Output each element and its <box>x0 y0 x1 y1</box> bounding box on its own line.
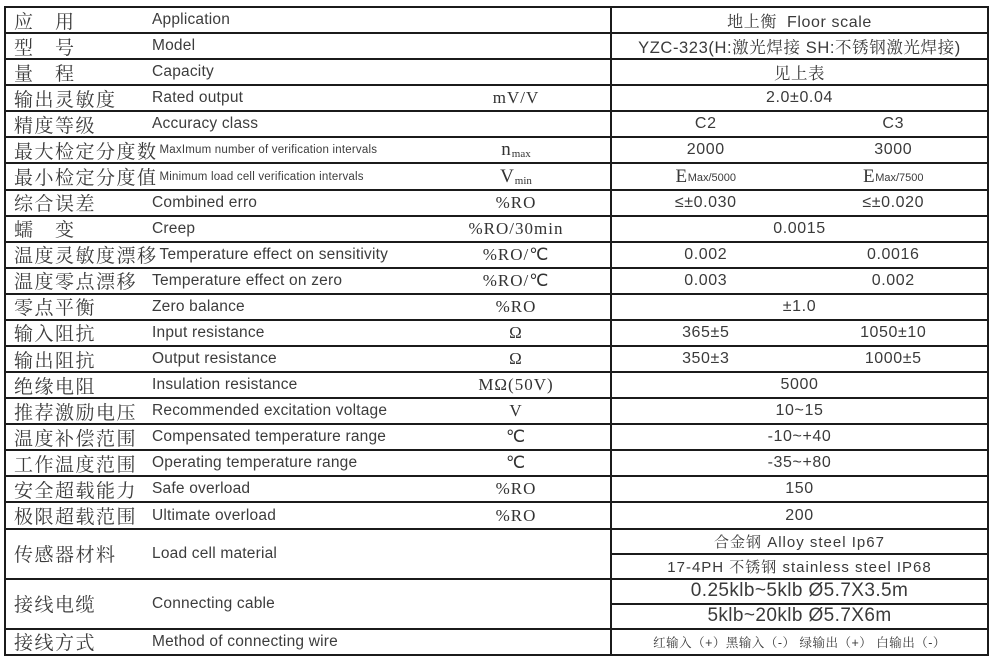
row-value <box>612 243 987 267</box>
table-row-output-resistance <box>6 347 987 373</box>
row-label <box>6 112 612 136</box>
value-c3: 1000±5 <box>864 350 922 368</box>
table-row-wiring-method <box>6 630 987 654</box>
value-c3: 1050±10 <box>860 323 927 341</box>
unit: MΩ(50V) <box>478 375 554 395</box>
table-row-excitation-voltage <box>6 399 987 425</box>
unit: %RO/℃ <box>482 270 550 290</box>
unit: Ω <box>509 349 523 369</box>
row-value <box>612 138 987 162</box>
row-label <box>6 347 612 371</box>
label-zh: 温度补偿范围 <box>14 428 138 450</box>
table-row-insulation-resistance <box>6 373 987 399</box>
row-label <box>6 269 612 293</box>
unit-subscript: min <box>514 174 532 187</box>
table-row-load-cell-material <box>6 530 987 580</box>
label-zh: 绝缘电阻 <box>14 376 97 398</box>
table-row-rated-output <box>6 86 987 112</box>
table-row-operating-temp-range <box>6 451 987 477</box>
value-c2: 0.002 <box>684 245 728 263</box>
unit-symbol: V <box>500 165 515 187</box>
table-row-safe-overload <box>6 477 987 503</box>
label-en: Rated output <box>152 89 244 107</box>
row-value <box>612 347 987 371</box>
table-row-temp-effect-zero <box>6 269 987 295</box>
unit: %RO <box>495 296 537 316</box>
row-value <box>612 191 987 215</box>
table-row-combined-error <box>6 191 987 217</box>
label-en: Input resistance <box>152 323 265 341</box>
value-c2: C2 <box>694 115 717 133</box>
row-value: 见上表 <box>773 65 826 84</box>
row-label <box>6 399 612 423</box>
unit: V <box>509 401 523 421</box>
value-c2: 2000 <box>686 141 725 159</box>
row-value: YZC-323(H:激光焊接 SH:不锈钢激光焊接) <box>638 39 961 58</box>
row-label <box>6 451 612 475</box>
row-value: 200 <box>785 506 814 524</box>
label-zh: 型 号 <box>14 37 76 59</box>
value-c2 <box>612 164 800 188</box>
row-value: 0.0015 <box>773 219 826 237</box>
row-value: -10~+40 <box>767 428 832 446</box>
row-label <box>6 60 612 84</box>
unit: ℃ <box>505 453 527 473</box>
table-row-capacity <box>6 60 987 86</box>
cable-small-capacity: 0.25klb~5klb Ø5.7X3.5m <box>612 580 987 605</box>
row-label <box>6 217 612 241</box>
row-value <box>612 321 987 345</box>
label-en: Load cell material <box>152 544 278 562</box>
row-value: 红输入（+）黑输入（-） 绿输出（+） 白输出（-） <box>653 635 946 650</box>
emax-symbol: E <box>675 165 688 187</box>
label-zh: 最小检定分度值 <box>14 168 158 189</box>
row-value: 地上衡 Floor scale <box>727 13 872 31</box>
unit: %RO/℃ <box>482 244 550 264</box>
emax-symbol: E <box>862 165 876 187</box>
row-value: 10~15 <box>775 402 824 420</box>
label-en: Operating temperature range <box>152 454 358 472</box>
label-en: Application <box>152 11 231 29</box>
label-en: Method of connecting wire <box>152 632 338 650</box>
unit-subscript: max <box>511 148 531 161</box>
row-label <box>6 34 612 58</box>
unit: %RO <box>495 505 537 525</box>
row-label <box>6 321 612 345</box>
row-value: ±1.0 <box>782 297 817 315</box>
table-row-ultimate-overload <box>6 503 987 529</box>
row-value: 2.0±0.04 <box>766 89 833 107</box>
table-row-compensated-temp-range <box>6 425 987 451</box>
row-label <box>6 425 612 449</box>
label-zh: 零点平衡 <box>14 298 97 319</box>
label-zh: 温度灵敏度漂移 <box>14 246 158 267</box>
table-row-accuracy-class <box>6 112 987 138</box>
label-zh: 输入阻抗 <box>14 324 97 346</box>
label-zh: 输出阻抗 <box>14 350 97 372</box>
material-stainless-steel: 17-4PH 不锈钢 stainless steel IP68 <box>667 558 932 576</box>
unit <box>422 139 610 161</box>
unit-symbol: n <box>501 139 512 161</box>
value-c3: C3 <box>882 115 905 133</box>
row-value <box>612 164 987 188</box>
row-label <box>6 164 612 188</box>
label-en: Recommended excitation voltage <box>152 402 388 420</box>
label-zh: 推荐激励电压 <box>14 402 138 424</box>
label-en: Minimum load cell verification intervals <box>159 170 364 183</box>
table-row-input-resistance <box>6 321 987 347</box>
label-en: Insulation resistance <box>152 376 298 394</box>
label-en: Capacity <box>152 63 214 81</box>
unit: %RO <box>495 192 537 212</box>
row-label <box>6 86 612 110</box>
label-zh: 综合误差 <box>14 194 97 215</box>
table-row-temp-effect-sensitivity <box>6 243 987 269</box>
value-c2: 0.003 <box>684 271 728 289</box>
row-value <box>612 580 987 628</box>
table-row-max-verification-intervals <box>6 138 987 164</box>
row-label <box>6 630 612 654</box>
row-label <box>6 8 612 32</box>
row-value: -35~+80 <box>767 454 832 472</box>
row-value: 5000 <box>780 376 819 394</box>
value-c2: 350±3 <box>682 350 730 368</box>
unit: ℃ <box>505 427 527 447</box>
value-c3: 3000 <box>874 141 913 159</box>
table-row-connecting-cable <box>6 580 987 630</box>
cable-large-capacity: 5klb~20klb Ø5.7X6m <box>707 605 892 627</box>
row-value <box>612 112 987 136</box>
label-en: Accuracy class <box>152 115 259 133</box>
row-label <box>6 530 612 578</box>
emax-subscript: Max/5000 <box>687 171 737 184</box>
label-zh: 最大检定分度数 <box>14 141 158 163</box>
value-c3: 0.0016 <box>866 245 920 263</box>
spec-table <box>4 6 989 656</box>
row-label <box>6 477 612 501</box>
label-zh: 输出灵敏度 <box>14 89 117 111</box>
row-label <box>6 191 612 215</box>
label-en: Compensated temperature range <box>152 428 387 446</box>
value-c3 <box>800 164 988 188</box>
label-zh: 应 用 <box>14 11 76 33</box>
table-row-model <box>6 34 987 60</box>
label-zh: 精度等级 <box>14 115 97 137</box>
label-en: Creep <box>152 219 196 237</box>
table-row-application <box>6 8 987 34</box>
label-zh: 温度零点漂移 <box>14 272 138 293</box>
value-c3: ≤±0.020 <box>862 193 925 211</box>
table-row-min-verification-intervals <box>6 164 987 190</box>
value-c2: ≤±0.030 <box>674 193 737 211</box>
label-en: Safe overload <box>152 480 251 498</box>
row-label <box>6 373 612 397</box>
label-en: Temperature effect on sensitivity <box>159 245 389 263</box>
row-value <box>612 269 987 293</box>
unit: Ω <box>509 322 523 342</box>
material-alloy-steel: 合金钢 Alloy steel Ip67 <box>612 530 987 555</box>
emax-subscript: Max/7500 <box>875 171 924 184</box>
label-zh: 量 程 <box>14 63 76 85</box>
row-value <box>612 530 987 578</box>
label-en: Connecting cable <box>152 594 275 612</box>
label-en: Output resistance <box>152 350 277 368</box>
table-row-creep <box>6 217 987 243</box>
row-label <box>6 138 612 162</box>
label-en: Ultimate overload <box>152 506 277 524</box>
value-c3: 0.002 <box>871 271 915 289</box>
label-zh: 接线电缆 <box>14 595 97 617</box>
unit: %RO/30min <box>468 218 564 238</box>
label-en: Zero balance <box>152 297 245 315</box>
row-label <box>6 580 612 628</box>
label-zh: 蠕 变 <box>14 220 76 241</box>
label-zh: 工作温度范围 <box>14 454 138 476</box>
label-en: Temperature effect on zero <box>152 271 343 289</box>
label-zh: 安全超载能力 <box>14 480 138 502</box>
table-row-zero-balance <box>6 295 987 321</box>
label-zh: 极限超载范围 <box>14 507 138 528</box>
value-c2: 365±5 <box>682 323 730 341</box>
row-label <box>6 243 612 267</box>
row-label <box>6 503 612 527</box>
row-label <box>6 295 612 319</box>
label-zh: 接线方式 <box>14 633 97 654</box>
label-en: Combined erro <box>152 193 258 211</box>
label-en: MaxImum number of verification intervals <box>159 144 378 157</box>
label-en: Model <box>152 37 196 55</box>
unit: mV/V <box>492 88 540 108</box>
unit: %RO <box>495 479 537 499</box>
row-value: 150 <box>785 480 814 498</box>
label-zh: 传感器材料 <box>14 545 117 567</box>
unit <box>422 166 610 188</box>
